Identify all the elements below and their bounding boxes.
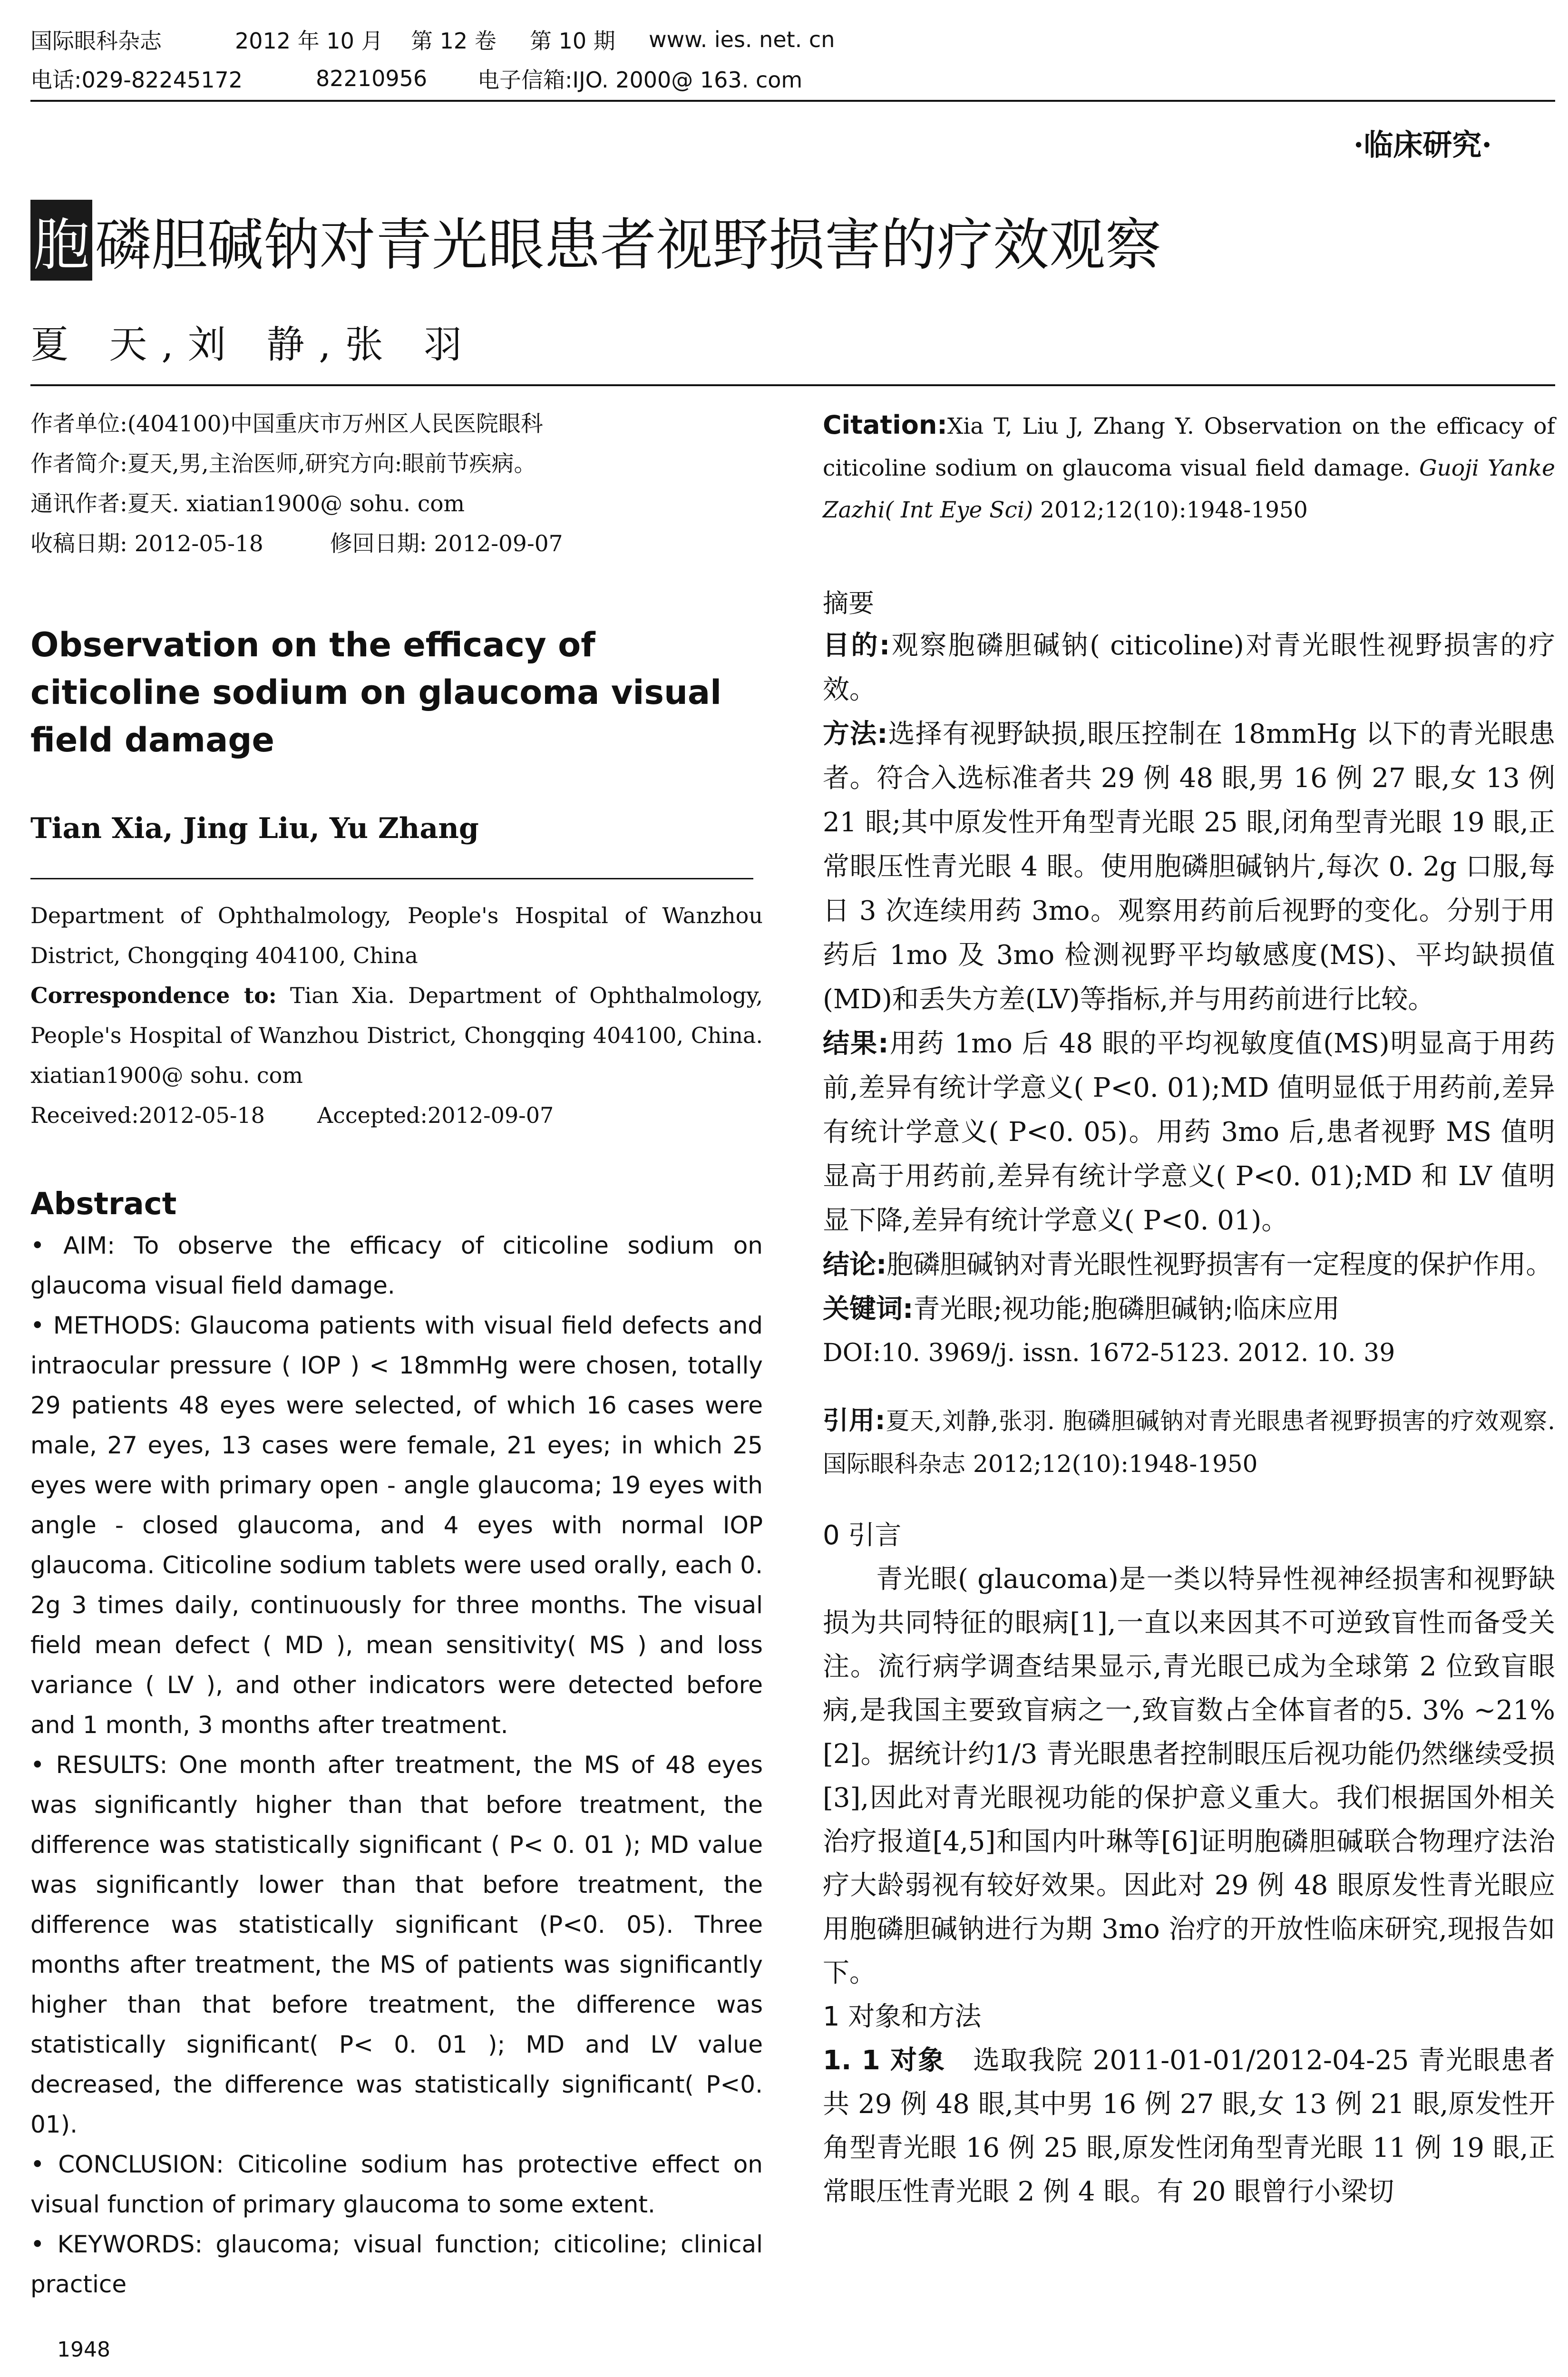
cn-aim-text: 观察胞磷胆碱钠( citicoline)对青光眼性视野损害的疗效。 <box>823 630 1555 705</box>
page-number: 1948 <box>57 2338 110 2362</box>
section-tag: ·临床研究· <box>1353 127 1492 162</box>
title-rest: 磷胆碱钠对青光眼患者视野损害的疗效观察 <box>95 212 1162 278</box>
cn-results-text: 用药 1mo 后 48 眼的平均视敏度值(MS)明显高于用药前,差异有统计学意义( P<0. 01);MD 值明显低于用药前,差异有统计学意义( P<0. 05)。用药 3mo 后,患者视野 MS 值明显高于用药前,差异有统计学意义( P<0. 01);MD 和 LV 值明显下降,差异有统计学意义( P<0. 01)。 <box>823 1028 1555 1236</box>
dates-cn <box>30 524 763 564</box>
citation-cn-text: 夏天,刘静,张羽. 胞磷胆碱钠对青光眼患者视野损害的疗效观察. 国际眼科杂志 2012;12(10):1948-1950 <box>823 1407 1555 1478</box>
received-cn: 收稿日期: 2012-05-18 <box>30 531 263 557</box>
citation-journal-abbr: ( Int Eye Sci) <box>885 497 1033 523</box>
right-column <box>823 404 1555 2214</box>
cn-keywords-text: 青光眼;视功能;胞磷胆碱钠;临床应用 <box>913 1294 1340 1325</box>
email: 电子信箱:IJO. 2000@ 163. com <box>477 67 803 93</box>
issue-number: 第 10 期 <box>530 28 615 54</box>
correspondence-text: Tian Xia. Department of Ophthalmology, People's Hospital of Wanzhou District, Chongqing 404100, China. xiatian1900@ sohu. com <box>30 983 763 1088</box>
article-title <box>30 200 1524 281</box>
english-dates <box>30 1095 763 1135</box>
phone-2: 82210956 <box>316 66 428 91</box>
abstract-en <box>30 1226 763 2304</box>
citation-journal: Guoji Yanke Zazhi <box>823 455 1555 523</box>
cn-conclusion <box>823 1243 1555 1287</box>
header-rule <box>30 100 1555 102</box>
left-column <box>30 404 763 2304</box>
citation-tail: 2012;12(10):1948-1950 <box>1040 497 1308 523</box>
methods-subjects-label: 1. 1 对象 <box>823 2045 946 2076</box>
authors-cn: 夏 天,刘 静,张 羽 <box>30 322 477 367</box>
revised-cn: 修回日期: 2012-09-07 <box>330 531 563 557</box>
english-affiliation <box>30 896 763 1135</box>
citation-text: Xia T, Liu J, Zhang Y. Observation on the efficacy of citicoline sodium on glaucoma visual field damage. <box>823 413 1555 481</box>
cn-results <box>823 1022 1555 1243</box>
cn-aim-label: 目的: <box>823 630 890 661</box>
cn-abstract <box>823 623 1555 1375</box>
journal-name: 国际眼科杂志 <box>30 28 162 54</box>
cn-methods-label: 方法: <box>823 719 888 750</box>
issue-date: 2012 年 10 月 <box>235 28 383 54</box>
correspondence-cn: 通讯作者:夏天. xiatian1900@ sohu. com <box>30 491 465 517</box>
volume: 第 12 卷 <box>411 28 497 54</box>
abstract-results: • RESULTS: One month after treatment, the MS of 48 eyes was significantly higher than that before treatment, the difference was statistically significant ( P< 0. 01 ); MD value was significantly lower than that before treatment, the difference was statistically significant (P<0. 05). Three months after treatment, the MS of patients was significantly higher than that before treatment, the difference was statistically significant( P< 0. 01 ); MD and LV value decreased, the difference was statistically significant( P<0. 01). <box>30 1751 763 2138</box>
citation-en <box>823 404 1555 531</box>
authors-rule <box>30 384 1555 386</box>
intro-paragraph: 青光眼( glaucoma)是一类以特异性视神经损害和视野缺损为共同特征的眼病[1],一直以来因其不可逆致盲性而备受关注。流行病学调查结果显示,青光眼已成为全球第 2 位致盲眼病,是我国主要致盲病之一,致盲数占全体盲者的5. 3% ~21% [2]。据统计约1/3 青光眼患者控制眼压后视功能仍然继续受损[3],因此对青光眼视功能的保护意义重大。我们根据国外相关治疗报道[4,5]和国内叶琳等[6]证明胞磷胆碱联合物理疗法治疗大龄弱视有较好效果。因此对 29 例 48 眼原发性青光眼应用胞磷胆碱钠进行为期 3mo 治疗的开放性临床研究,现报告如下。 <box>823 1564 1555 1988</box>
english-department: Department of Ophthalmology, People's Hospital of Wanzhou District, Chongqing 404100, China <box>30 903 763 968</box>
cn-conclusion-label: 结论: <box>823 1249 887 1280</box>
doi: DOI:10. 3969/j. issn. 1672-5123. 2012. 10. 39 <box>823 1339 1395 1367</box>
abstract-keywords: • KEYWORDS: glaucoma; visual function; citicoline; clinical practice <box>30 2231 763 2298</box>
author-info-cn <box>30 404 763 564</box>
cn-abstract-heading: 摘要 <box>823 588 874 618</box>
english-authors: Tian Xia, Jing Liu, Yu Zhang <box>30 812 479 845</box>
abstract-heading: Abstract <box>30 1187 177 1222</box>
methods-body <box>823 2039 1555 2214</box>
english-authors-rule <box>30 878 753 879</box>
accepted-en: Accepted:2012-09-07 <box>317 1102 554 1128</box>
methods-heading: 1 对象和方法 <box>823 2001 982 2032</box>
methods-subjects <box>823 2039 1555 2214</box>
cn-methods-text: 选择有视野缺损,眼压控制在 18mmHg 以下的青光眼患者。符合入选标准者共 29 例 48 眼,男 16 例 27 眼,女 13 例 21 眼;其中原发性开角型青光眼 25 眼,闭角型青光眼 19 眼,正常眼压性青光眼 4 眼。使用胞磷胆碱钠片,每次 0. 2g 口服,每日 3 次连续用药 3mo。观察用药前后视野的变化。分别于用药后 1mo 及 3mo 检测视野平均敏感度(MS)、平均缺损值(MD)和丢失方差(LV)等指标,并与用药前进行比较。 <box>823 719 1556 1015</box>
abstract-conclusion: • CONCLUSION: Citicoline sodium has protective effect on visual function of primary glaucoma to some extent. <box>30 2151 763 2218</box>
intro-heading: 0 引言 <box>823 1520 902 1551</box>
website: www. ies. net. cn <box>649 27 835 52</box>
intro-body <box>823 1558 1555 1995</box>
citation-cn <box>823 1399 1555 1485</box>
cn-aim <box>823 623 1555 712</box>
author-intro-cn: 作者简介:夏天,男,主治医师,研究方向:眼前节疾病。 <box>30 451 536 477</box>
abstract-methods: • METHODS: Glaucoma patients with visual field defects and intraocular pressure ( IOP ) < 18mmHg were chosen, totally 29 patients 48 eyes were selected, of which 16 cases were male, 27 eyes, 13 cases were female, 21 eyes; in which 25 eyes were with primary open - angle glaucoma; 19 eyes with angle - closed glaucoma, and 4 eyes with normal IOP glaucoma. Citicoline sodium tablets were used orally, each 0. 2g 3 times daily, continuously for three months. The visual field mean defect ( MD ), mean sensitivity( MS ) and loss variance ( LV ), and other indicators were detected before and 1 month, 3 months after treatment. <box>30 1312 763 1739</box>
cn-keywords-label: 关键词: <box>823 1294 914 1325</box>
cn-keywords <box>823 1287 1555 1331</box>
received-en: Received:2012-05-18 <box>30 1102 265 1128</box>
journal-header <box>30 20 1538 98</box>
methods-subjects-text: 选取我院 2011-01-01/2012-04-25 青光眼患者共 29 例 48 眼,其中男 16 例 27 眼,女 13 例 21 眼,原发性开角型青光眼 16 例 25 眼,原发性闭角型青光眼 11 例 19 眼,正常眼压性青光眼 2 例 4 眼。有 20 眼曾行小梁切 <box>823 2045 1556 2207</box>
citation-label: Citation: <box>823 410 947 440</box>
affiliation-cn: 作者单位:(404100)中国重庆市万州区人民医院眼科 <box>30 411 543 437</box>
title-first-char: 胞 <box>30 200 92 281</box>
english-correspondence <box>30 975 763 1095</box>
cn-methods <box>823 712 1555 1022</box>
citation-cn-label: 引用: <box>823 1405 886 1435</box>
phone: 电话:029-82245172 <box>30 67 243 93</box>
cn-results-label: 结果: <box>823 1028 889 1059</box>
english-title: Observation on the efficacy of citicoline sodium on glaucoma visual field damage <box>30 625 722 760</box>
abstract-aim: • AIM: To observe the efficacy of citicoline sodium on glaucoma visual field damage. <box>30 1232 763 1299</box>
correspondence-label: Correspondence to: <box>30 983 277 1008</box>
cn-conclusion-text: 胞磷胆碱钠对青光眼性视野损害有一定程度的保护作用。 <box>886 1249 1553 1280</box>
